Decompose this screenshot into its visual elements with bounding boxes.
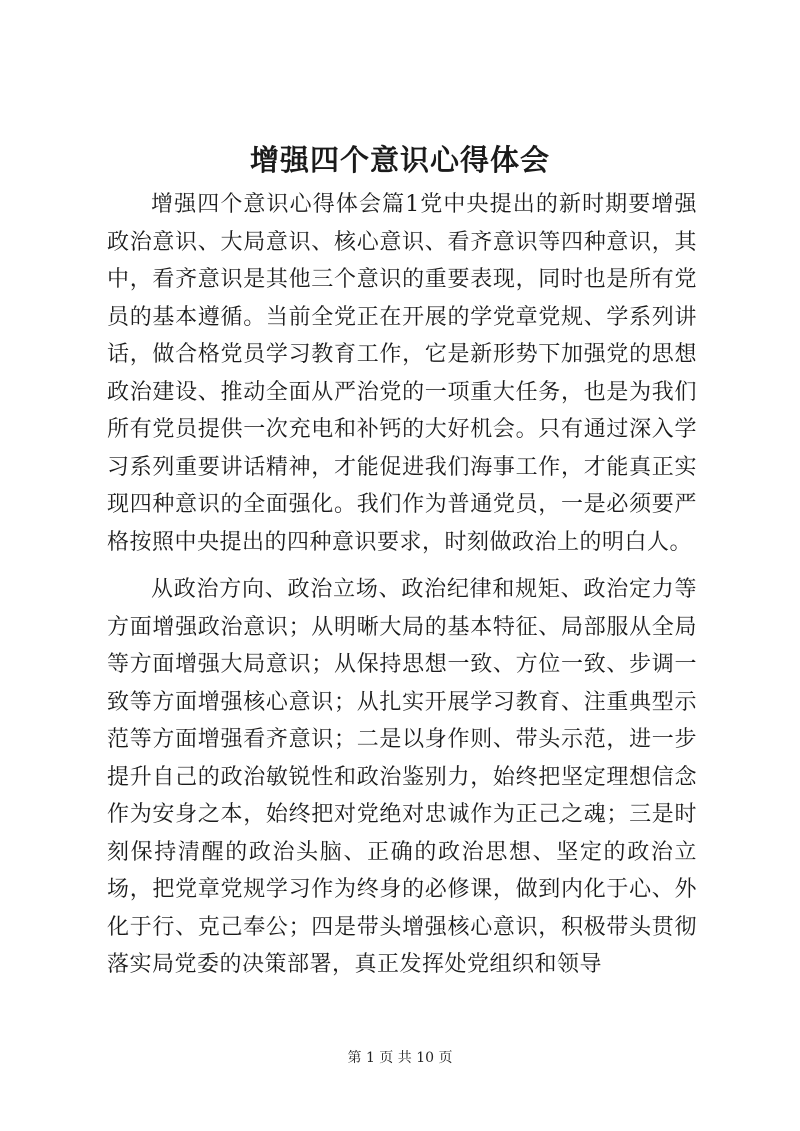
document-title: 增强四个意识心得体会 bbox=[249, 143, 550, 177]
document-body bbox=[107, 186, 697, 984]
paragraph-2: 从政治方向、政治立场、政治纪律和规矩、政治定力等方面增强政治意识；从明晰大局的基本特征、局部服从全局等方面增强大局意识；从保持思想一致、方位一致、步调一致等方面增强核心意识；从扎实开展学习教育、注重典型示范等方面增强看齐意识；二是以身作则、带头示范，进一步提升自己的政治敏锐性和政治鉴别力，始终把坚定理想信念作为安身之本，始终把对党绝对忠诚作为正己之魂；三是时刻保持清醒的政治头脑、正确的政治思想、坚定的政治立场，把党章党规学习作为终身的必修课，做到内化于心、外化于行、克己奉公；四是带头增强核心意识，积极带头贯彻落实局党委的决策部署，真正发挥处党组织和领导 bbox=[107, 577, 697, 977]
page-footer: 第 1 页 共 10 页 bbox=[347, 1050, 453, 1066]
paragraph-1: 增强四个意识心得体会篇1党中央提出的新时期要增强政治意识、大局意识、核心意识、看齐意识等四种意识，其中，看齐意识是其他三个意识的重要表现，同时也是所有党员的基本遵循。当前全党正在开展的学党章党规、学系列讲话，做合格党员学习教育工作，它是新形势下加强党的思想政治建设、推动全面从严治党的一项重大任务，也是为我们所有党员提供一次充电和补钙的大好机会。只有通过深入学习系列重要讲话精神，才能促进我们海事工作，才能真正实现四种意识的全面强化。我们作为普通党员，一是必须要严格按照中央提出的四种意识要求，时刻做政治上的明白人。 bbox=[107, 192, 697, 555]
